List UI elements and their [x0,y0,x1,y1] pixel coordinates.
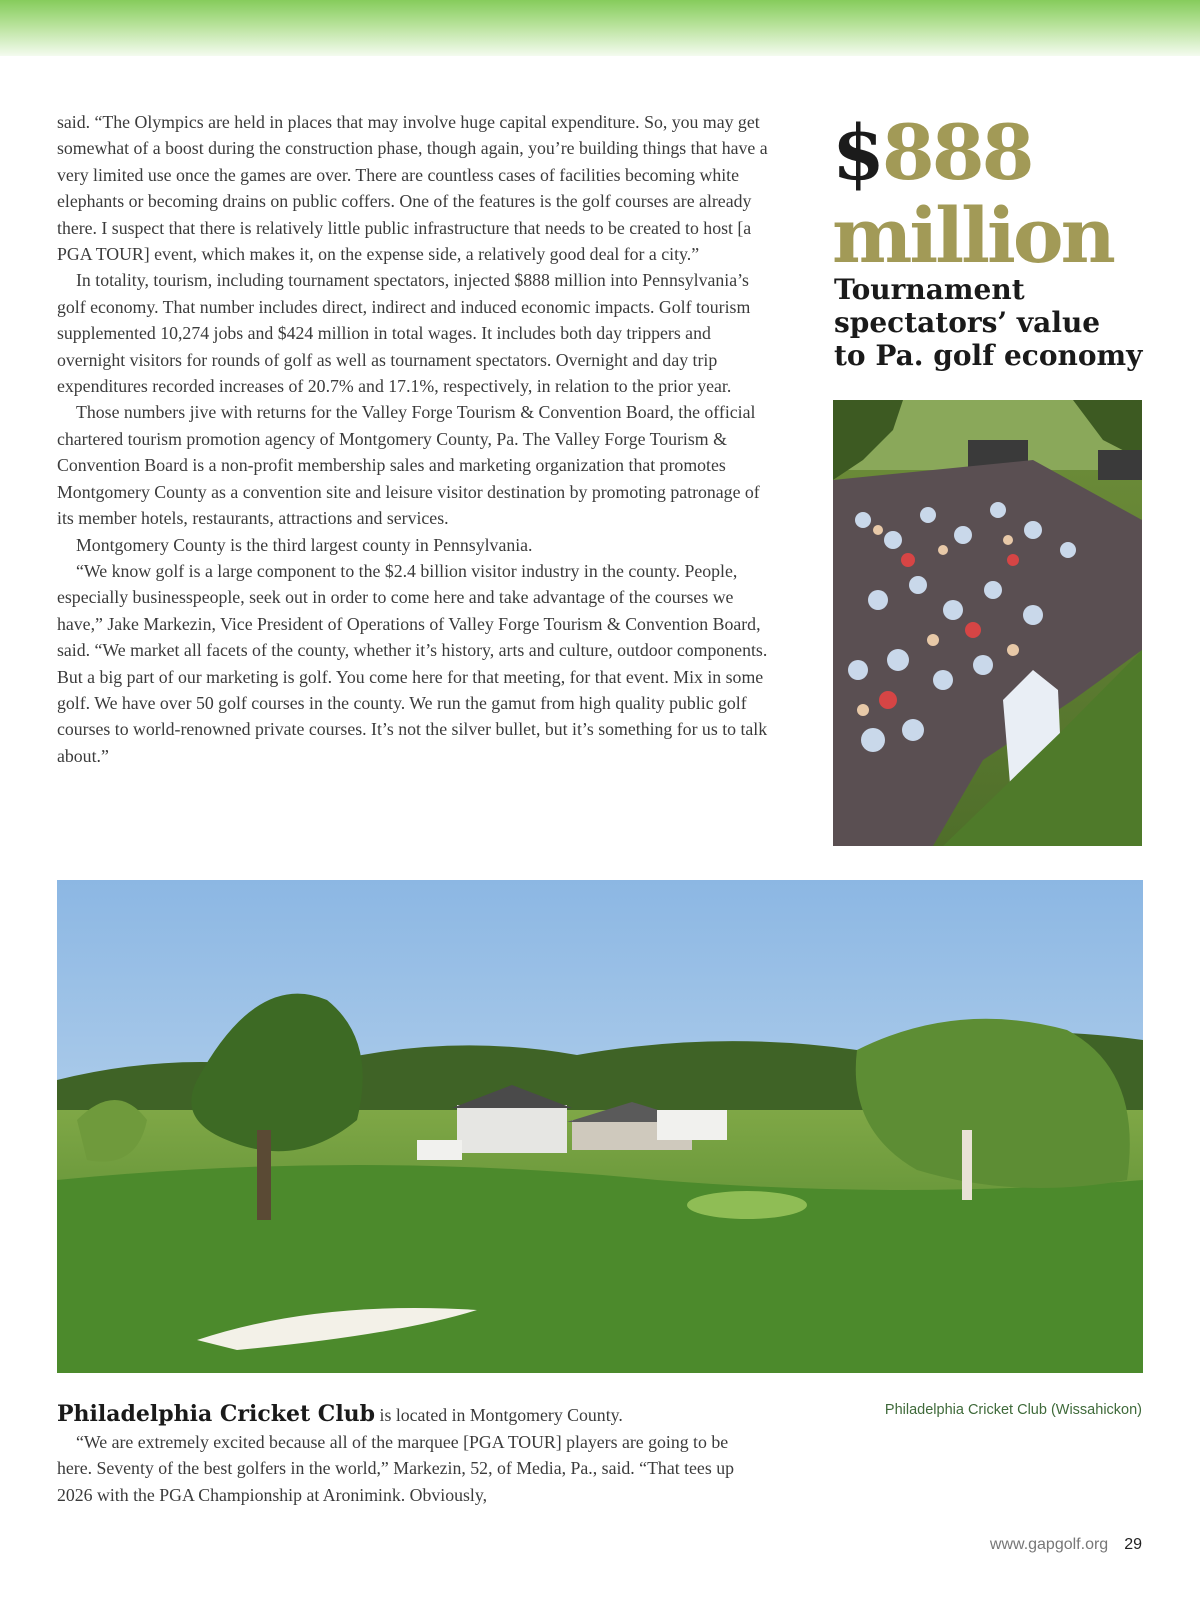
golf-course-photo [57,880,1143,1373]
paragraph-montgomery-county: Montgomery County is the third largest county in Pennsylvania. [76,534,533,555]
paragraph-markezin-excited: “We are extremely excited because all of the marquee [PGA TOUR] players are going to be here. Seventy of the best golfers in the world,” Markezin, 52, of Media, Pa., said. “That tees up 2026 with the PGA Championship at Aronimink. Obviously, [57,1431,734,1505]
page-footer [990,1536,1142,1554]
club-intro-text: is located in Montgomery County. [375,1405,623,1425]
stat-amount: 888 [881,108,1032,197]
dollar-sign: $ [832,108,882,197]
paragraph-tourism-totals: In totality, tourism, including tournament spectators, injected $888 million into Pennsylvania’s golf economy. That number includes direct, indirect and induced economic impacts. Golf tourism supplemented 10,274 jobs and $424 million in total wages. It includes both day trippers and overnight visitors for rounds of golf as well as tournament spectators. Overnight and day trip expenditures recorded increases of 20.7% and 17.1%, respectively, in relation to the prior year. [57,270,751,397]
club-name-heading: Philadelphia Cricket Club [57,1401,376,1427]
stat-caption-line: to Pa. golf economy [834,339,1143,372]
page-number: 29 [1124,1536,1142,1553]
website-url: www.gapgolf.org [989,1536,1109,1553]
paragraph-olympics-quote: said. “The Olympics are held in places that may involve huge capital expenditure. So, you may get somewhat of a boost during the construction phase, though again, you’re building things that have a very limited use once the games are over. There are countless cases of facilities becoming white elephants or becoming drains on public coffers. One of the features is the golf courses are already there. I suspect that there is relatively little public infrastructure that needs to be created to host [a PGA TOUR] event, which makes it, on the expense side, a relatively good deal for a city.” [57,112,768,265]
stat-callout [832,108,1162,280]
stat-caption-line: spectators’ value [834,306,1101,339]
stat-caption [834,273,1164,372]
paragraph-markezin-quote: “We know golf is a large component to the $2.4 billion visitor industry in the county. People, especially businesspeople, seek out in order to come here and take advantage of the courses we have,” Jake Markezin, Vice President of Operations of Valley Forge Tourism & Convention Board, said. “We market all facets of the county, whether it’s history, arts and culture, outdoor components. But a big part of our marketing is golf. You come here for that meeting, for that event. Mix in some golf. We have over 50 golf courses in the county. We run the gamut from high quality public golf courses to world-renowned private courses. It’s not the silver bullet, but it’s something for us to talk about.” [57,560,768,766]
stat-caption-line: Tournament [834,273,1025,306]
club-intro-paragraph [57,1401,757,1429]
lower-article-body [57,1401,757,1508]
photo-caption: Philadelphia Cricket Club (Wissahickon) [884,1402,1142,1418]
top-green-band [0,0,1200,56]
stat-unit: million [832,191,1113,280]
article-body [57,109,775,769]
paragraph-valley-forge: Those numbers jive with returns for the Valley Forge Tourism & Convention Board, the official chartered tourism promotion agency of Montgomery County, Pa. The Valley Forge Tourism & Convention Board is a non-profit membership sales and marketing organization that promotes Montgomery County as a convention site and leisure visitor destination by promoting patronage of its member hotels, restaurants, attractions and services. [57,402,760,529]
spectator-crowd-photo [833,400,1142,846]
